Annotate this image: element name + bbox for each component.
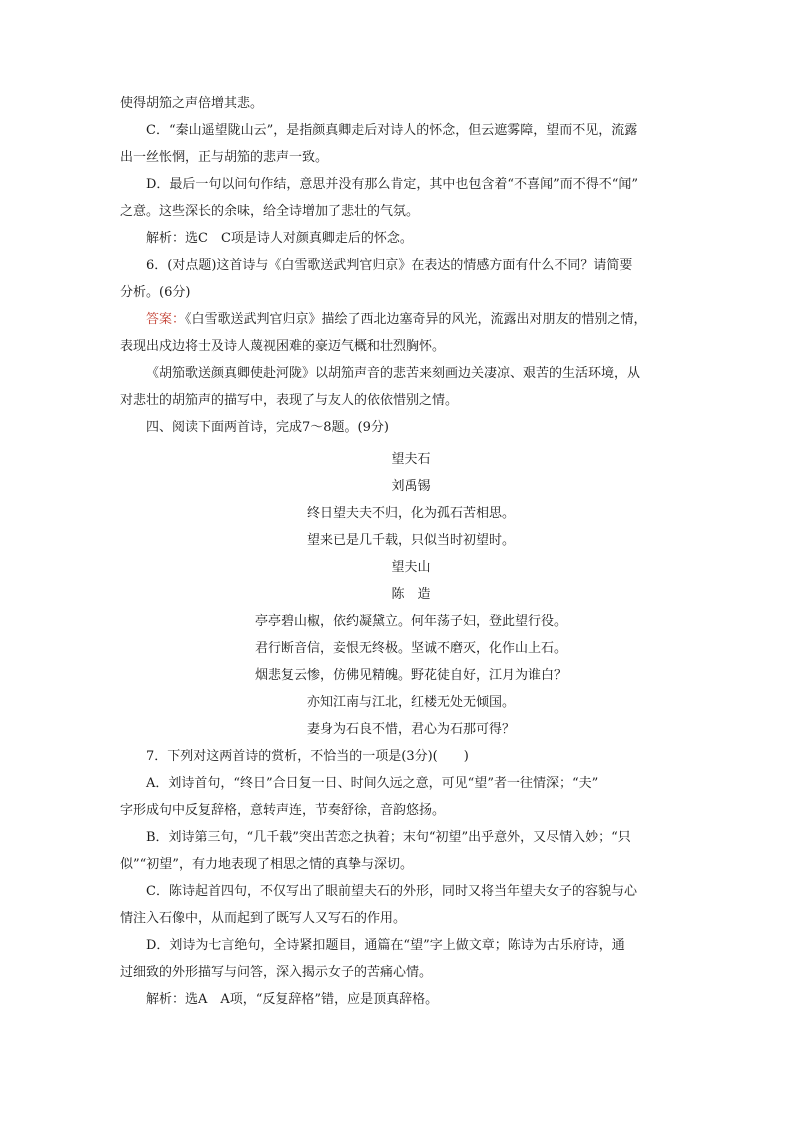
answer-line xyxy=(146,310,647,330)
analysis-line: 解析：选A A项，“反复辞格”错，应是顶真辞格。 xyxy=(146,992,439,1007)
option-c-line: C．陈诗起首四句，不仅写出了眼前望夫石的外形，同时又将当年望夫女子的容貌与心 xyxy=(146,884,637,899)
text-line: 似”“初望”，有力地表现了相思之情的真挚与深切。 xyxy=(120,857,413,872)
text-line: 字形成句中反复辞格，意转声连，节奏舒徐，音韵悠扬。 xyxy=(120,803,446,818)
answer-text: 《白雪歌送武判官归京》描绘了西北边塞奇异的风光，流露出对朋友的惜别之情， xyxy=(185,312,647,327)
poem2-title: 望夫山 xyxy=(391,560,431,575)
question-7: 7．下列对这两首诗的赏析，不恰当的一项是(3分)( ) xyxy=(146,749,469,764)
option-d-line: D．刘诗为七言绝句，全诗紧扣题目，通篇在“望”字上做文章；陈诗为古乐府诗，通 xyxy=(146,938,625,953)
section-heading: 四、阅读下面两首诗，完成7～8题。(9分) xyxy=(146,420,389,435)
poem1-line: 望来已是几千载，只似当时初望时。 xyxy=(306,533,515,548)
text-line: 过细致的外形描写与问答，深入揭示女子的苦痛心情。 xyxy=(120,965,433,980)
poem2-line: 亦知江南与江北，红楼无处无倾国。 xyxy=(306,695,515,710)
poem1-line: 终日望夫夫不归，化为孤石苦相思。 xyxy=(306,506,515,521)
option-a-line: A．刘诗首句，“终日”合日复一日、时间久远之意，可见“望”者一往情深；“夫” xyxy=(146,776,599,791)
option-d-line: D．最后一句以问句作结，意思并没有那么肯定，其中也包含着“不喜闻”而不得不“闻” xyxy=(146,177,639,192)
poem2-line: 妻身为石良不惜，君心为石那可得？ xyxy=(306,722,515,737)
poem1-title: 望夫石 xyxy=(391,452,431,467)
text-line: 之意。这些深长的余味，给全诗增加了悲壮的气氛。 xyxy=(120,204,420,219)
option-b-line: B．刘诗第三句，“几千载”突出苦恋之执着；末句“初望”出乎意外，又尽情入妙；“只 xyxy=(146,830,631,845)
text-line: 表现出戍边将士及诗人蔑视困难的豪迈气概和壮烈胸怀。 xyxy=(120,339,446,354)
option-c-line: C．“秦山遥望陇山云”，是指颜真卿走后对诗人的怀念，但云遮雾障，望而不见，流露 xyxy=(146,123,638,138)
poem2-author: 陈 造 xyxy=(391,587,431,602)
text-line: 分析。(6分) xyxy=(120,285,191,300)
poem2-line: 亭亭碧山椒，依约凝黛立。何年荡子妇，登此望行役。 xyxy=(254,614,567,629)
question-6: 6．(对点题)这首诗与《白雪歌送武判官归京》在表达的情感方面有什么不同？请简要 xyxy=(146,258,633,273)
poem2-line: 君行断音信，妾恨无终极。坚诚不磨灭，化作山上石。 xyxy=(254,641,567,656)
text-line: 出一丝怅惘，正与胡笳的悲声一致。 xyxy=(120,150,329,165)
analysis-line: 解析：选C C项是诗人对颜真卿走后的怀念。 xyxy=(146,231,413,246)
text-line: 对悲壮的胡笳声的描写中，表现了与友人的依依惜别之情。 xyxy=(120,393,459,408)
poem1-author: 刘禹锡 xyxy=(391,479,431,494)
poem2-line: 烟悲复云惨，仿佛见精魄。野花徒自好，江月为谁白？ xyxy=(254,668,567,683)
text-line: 情注入石像中，从而起到了既写人又写石的作用。 xyxy=(120,911,407,926)
text-line: 《胡笳歌送颜真卿使赴河陇》以胡笳声音的悲苦来刻画边关凄凉、艰苦的生活环境，从 xyxy=(146,366,641,381)
text-line: 使得胡笳之声倍增其悲。 xyxy=(120,96,264,111)
answer-label: 答案： xyxy=(146,312,186,327)
